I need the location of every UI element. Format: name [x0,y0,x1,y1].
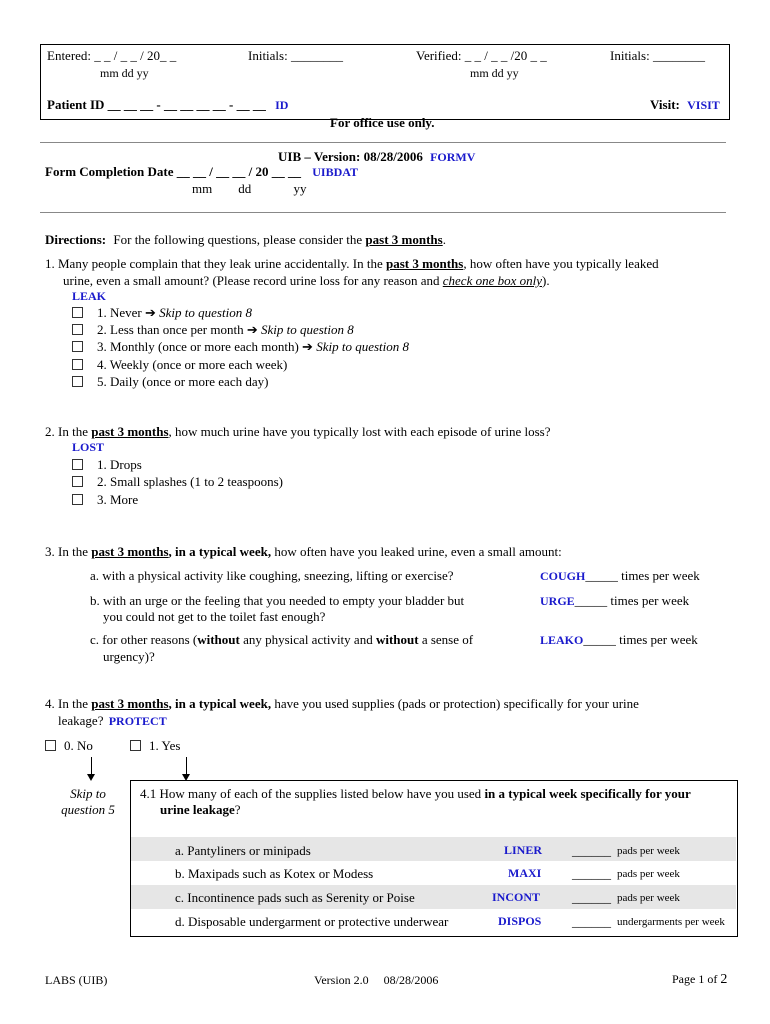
visit-var: VISIT [687,98,720,112]
checkbox[interactable] [72,359,83,370]
q2-line1 [45,424,550,440]
q3c-pre: c. for other reasons ( [90,632,198,647]
supply-row-var: LINER [504,843,543,857]
q2-post: , how much urine have you typically lost with each episode of urine loss? [168,424,551,439]
q1-line2-post: ). [542,273,550,288]
q4-1-bold2: urine leakage [160,802,235,817]
q4-1-line1 [140,786,691,802]
q3c-b2: without [375,632,419,647]
q1-line2-pre: urine, even a small amount? (Please record urine loss for any reason and [63,273,440,288]
verified-sublabel: mm dd yy [470,66,519,80]
q4-post: have you used supplies (pads or protection) specifically for your urine [271,696,639,711]
initials-entered: Initials: ________ [248,48,343,63]
q4-option-no[interactable] [45,738,93,754]
checkbox[interactable] [72,324,83,335]
supply-row-label: c. Incontinence pads such as Serenity or Poise [175,890,415,905]
q1-var: LEAK [72,289,107,303]
skip-line1: Skip to [70,786,106,801]
arrow-no [91,757,92,775]
q1-option-text: 3. Monthly (once or more each month) ➔ [97,339,317,354]
q2-var: LOST [72,440,105,454]
checkbox[interactable] [72,341,83,352]
footer-center: Version 2.0 08/28/2006 [314,973,439,987]
q1-option[interactable] [72,339,409,355]
checkbox[interactable] [72,494,83,505]
arrow-no-head [87,774,95,781]
version-title [278,149,475,165]
completion-date-label [45,164,358,180]
q4-emph2: , in a typical week, [168,696,272,711]
footer-page [672,972,727,988]
q3c-mid: any physical activity and [239,632,376,647]
supply-row-blank[interactable]: ______ [572,843,611,858]
patient-id-label [47,97,288,113]
divider-1 [40,142,726,143]
q2-option[interactable] [72,474,283,490]
q1-emph: past 3 months [386,256,464,271]
q1-line2-emph: check one box only [442,273,543,288]
footer-page-total: 2 [720,972,728,987]
directions-text: For the following questions, please consider the [113,232,363,247]
patient-id-var: ID [275,98,289,112]
checkbox[interactable] [130,740,141,751]
q4-1-line2 [160,802,241,818]
checkbox[interactable] [72,376,83,387]
q3b-line2: you could not get to the toilet fast enough? [103,609,326,624]
q1-option[interactable] [72,305,252,321]
q3a-var: COUGH [540,569,586,583]
supply-row-label: d. Disposable undergarment or protective underwear [175,914,449,929]
q3c-b1: without [197,632,240,647]
q3-post: how often have you leaked urine, even a small amount: [271,544,562,559]
divider-2 [40,212,726,213]
q1-option-text: 4. Weekly (once or more each week) [97,357,288,372]
supply-row-unit: undergarments per week [617,916,725,928]
q1-option[interactable] [72,374,268,390]
q3-pre: 3. In the [45,544,88,559]
q3-emph2: , in a typical week, [168,544,272,559]
q1-line2 [63,273,550,289]
q3c-post: a sense of [418,632,474,647]
supply-row-label: a. Pantyliners or minipads [175,843,311,858]
q4-var: PROTECT [108,714,167,728]
version-var: FORMV [430,150,476,164]
q1-pre: 1. Many people complain that they leak urine accidentally. In the [45,256,383,271]
supply-row-blank[interactable]: ______ [572,914,611,929]
supply-row-unit: pads per week [617,845,680,857]
q3b-line1: b. with an urge or the feeling that you needed to empty your bladder but [90,593,465,608]
directions-end: . [442,232,446,247]
q3-line1 [45,544,562,560]
q3c-answer[interactable] [540,632,698,648]
q4-1-end: ? [234,802,241,817]
q4-option-yes[interactable] [130,738,180,754]
q3b-var: URGE [540,594,575,608]
q1-line1 [45,256,659,272]
checkbox[interactable] [45,740,56,751]
completion-sublabel: mm dd yy [192,181,307,196]
q3c-blank: _____ times per week [583,632,698,647]
directions-label: Directions: [45,232,107,247]
q4-line2-text: leakage? [58,713,104,728]
supply-row-unit: pads per week [617,868,680,880]
entered-label: Entered: _ _ / _ _ / 20_ _ [47,48,177,63]
q1-option[interactable] [72,322,354,338]
supply-row-blank[interactable]: ______ [572,890,611,905]
q2-option-text: 3. More [97,492,139,507]
q4-line2 [58,713,167,729]
q4-1-bold: in a typical week specifically for your [484,786,691,801]
q3c-line2: urgency)? [103,649,155,664]
q1-option-skip: Skip to question 8 [316,339,409,354]
q3a-answer[interactable] [540,568,700,584]
q4-pre: 4. In the [45,696,88,711]
q3b-answer[interactable] [540,593,689,609]
checkbox[interactable] [72,476,83,487]
office-use-note: For office use only. [330,115,435,130]
q1-option-text: 2. Less than once per month ➔ [97,322,261,337]
supply-row-label: b. Maxipads such as Kotex or Modess [175,866,374,881]
q1-option[interactable] [72,357,287,373]
verified-label: Verified: _ _ / _ _ /20 _ _ [416,48,547,63]
q4-emph: past 3 months [91,696,169,711]
directions [45,232,446,248]
patient-id-text: Patient ID __ __ __ - __ __ __ __ - __ __ [47,97,266,112]
q3-emph: past 3 months [91,544,169,559]
completion-var: UIBDAT [312,165,359,179]
q1-option-text: 1. Never ➔ [97,305,160,320]
q2-option[interactable] [72,457,142,473]
q3a-text: a. with a physical activity like coughing, sneezing, lifting or exercise? [90,568,454,583]
initials-verified: Initials: ________ [610,48,705,63]
checkbox[interactable] [72,459,83,470]
q4-no-text: 0. No [64,738,93,753]
supply-row-blank[interactable]: ______ [572,866,611,881]
q2-option-text: 2. Small splashes (1 to 2 teaspoons) [97,474,283,489]
supply-row-var: MAXI [508,866,542,880]
q2-pre: 2. In the [45,424,88,439]
supply-row-var: DISPOS [498,914,542,928]
footer-left: LABS (UIB) [45,973,108,987]
q1-option-skip: Skip to question 8 [159,305,252,320]
skip-line2: question 5 [61,802,115,817]
supply-row-var: INCONT [492,890,541,904]
q3c-var: LEAKO [540,633,584,647]
q3b-blank: _____ times per week [574,593,690,608]
q2-option[interactable] [72,492,138,508]
q1-option-skip: Skip to question 8 [260,322,354,337]
checkbox[interactable] [72,307,83,318]
entered-sublabel: mm dd yy [100,66,149,80]
version-text: UIB – Version: 08/28/2006 [278,149,423,164]
directions-emph: past 3 months [365,232,443,247]
q3c-line1 [90,632,473,648]
footer-page-text: Page 1 of [672,972,721,986]
supply-row-unit: pads per week [617,892,680,904]
skip-note [48,786,128,818]
q4-1-pre: 4.1 How many of each of the supplies listed below have you used [140,786,482,801]
arrow-yes [186,757,187,775]
q1-option-text: 5. Daily (once or more each day) [97,374,269,389]
visit-label [650,97,720,113]
q3a-blank: _____ times per week [585,568,700,583]
q4-yes-text: 1. Yes [149,738,181,753]
q1-post: , how often have you typically leaked [463,256,659,271]
q2-option-text: 1. Drops [97,457,142,472]
q4-line1 [45,696,639,712]
completion-text: Form Completion Date __ __ / __ __ / 20 __ __ [45,164,302,179]
visit-text: Visit: [650,97,680,112]
q2-emph: past 3 months [91,424,169,439]
